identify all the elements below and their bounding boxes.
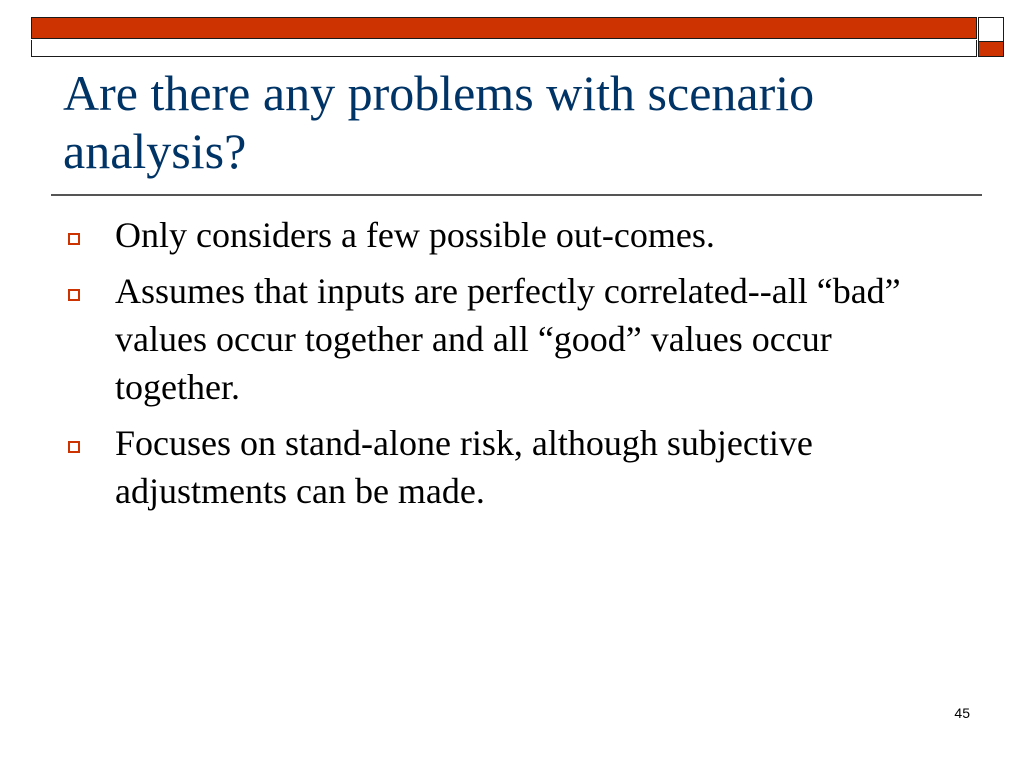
hollow-square-bullet-icon (68, 441, 80, 453)
header-band-white (31, 40, 977, 57)
bullet-text: Only considers a few possible out-comes. (115, 215, 715, 255)
hollow-square-bullet-icon (68, 289, 80, 301)
bullet-item (65, 267, 965, 411)
bullet-item (65, 211, 965, 259)
bullet-item (65, 419, 965, 515)
bullet-text: Focuses on stand-alone risk, although subjective adjustments can be made. (115, 423, 813, 511)
header-band-red (31, 17, 977, 39)
page-number: 45 (954, 705, 970, 721)
corner-decoration-fill (979, 41, 1003, 56)
hollow-square-bullet-icon (68, 233, 80, 245)
title-divider (51, 194, 982, 196)
slide-title: Are there any problems with scenario analysis? (63, 65, 815, 179)
corner-decoration (978, 17, 1004, 57)
bullet-list (65, 211, 965, 523)
bullet-text: Assumes that inputs are perfectly correlated--all “bad” values occur together and all “good” values occur together. (115, 271, 901, 407)
